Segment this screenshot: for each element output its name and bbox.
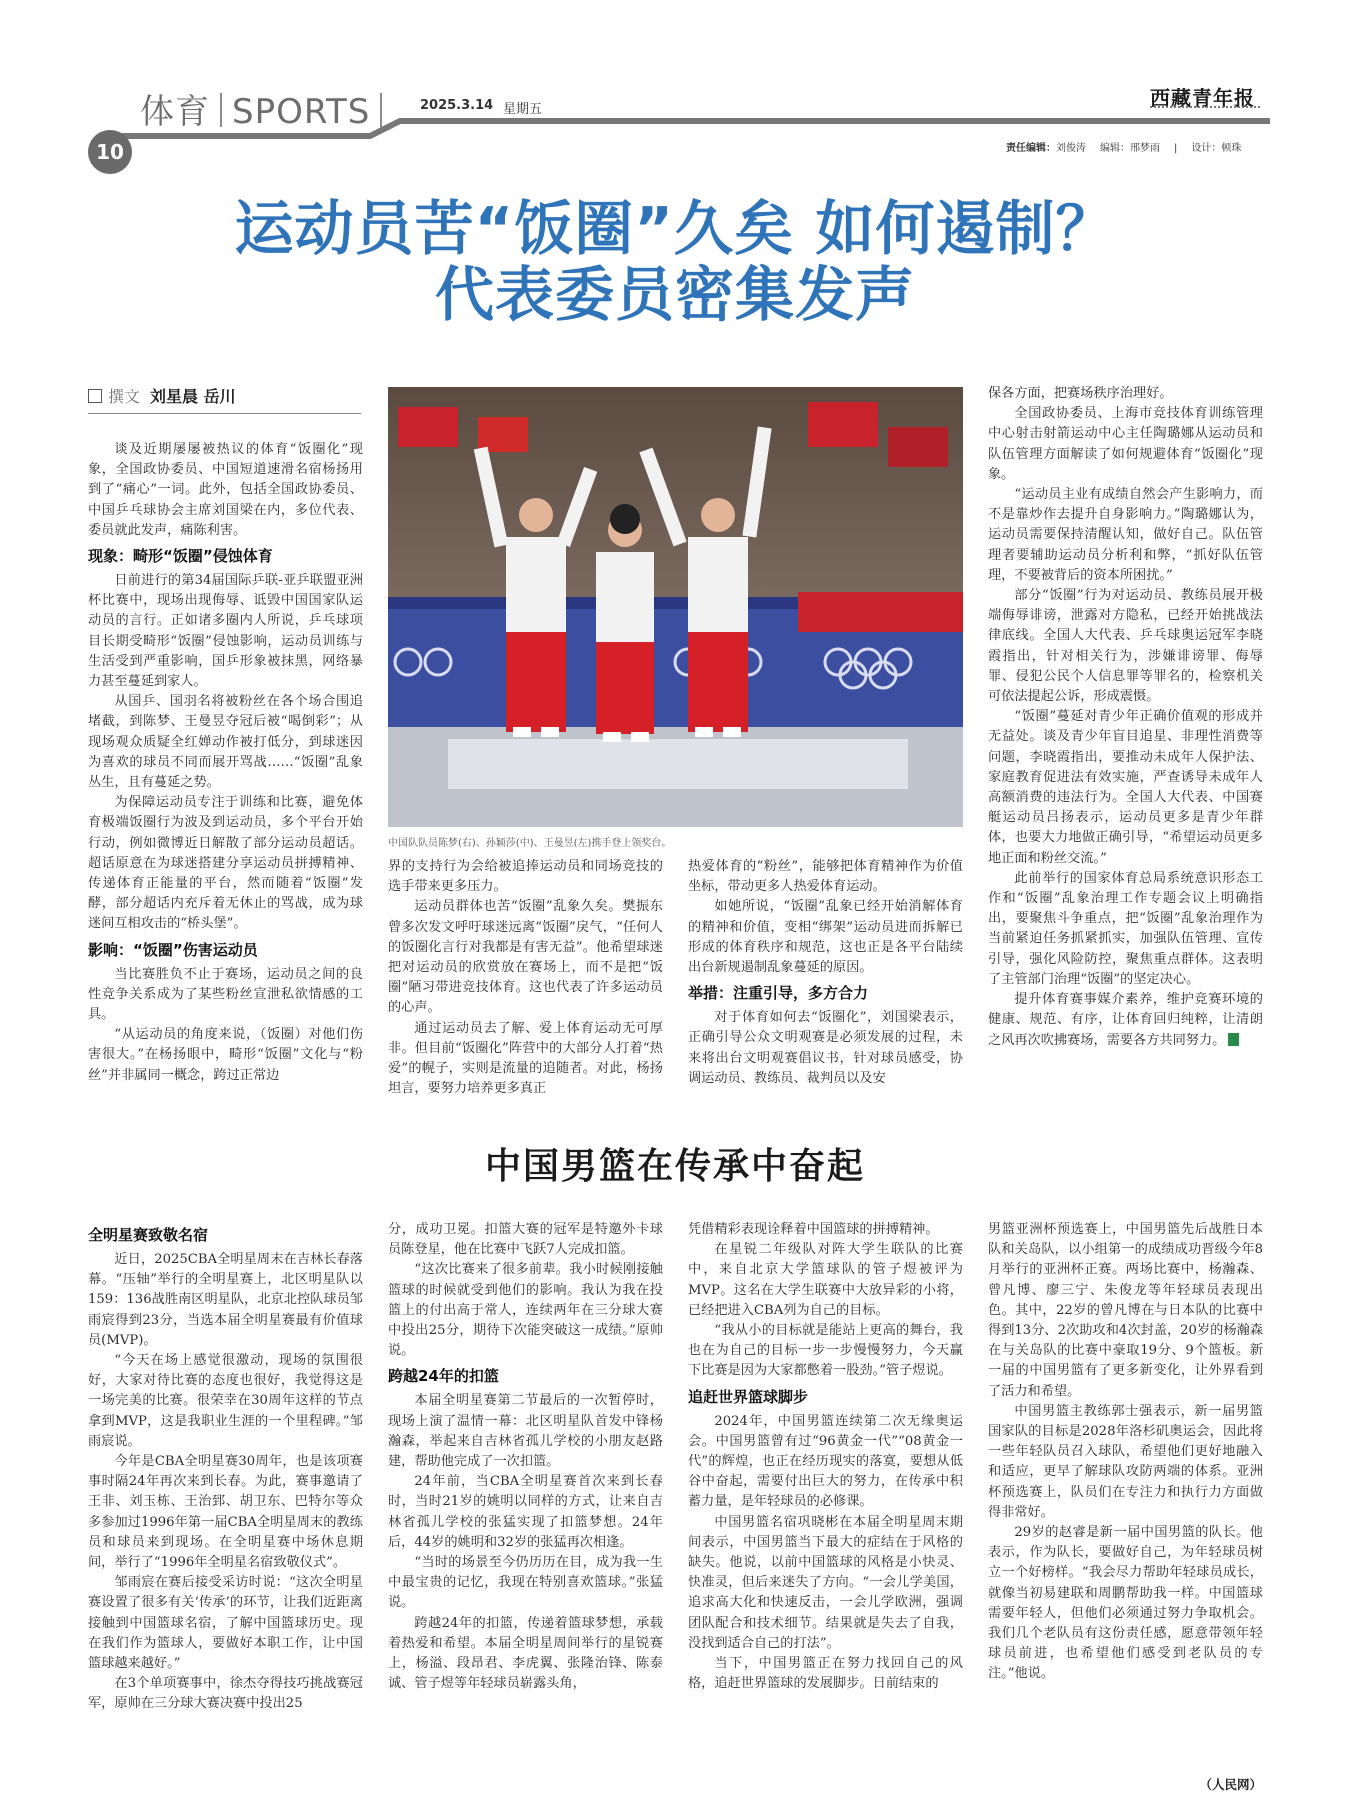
paragraph: “从运动员的角度来说，（饭圈）对他们伤害很大。”在杨扬眼中，畸形“饭圈”文化与“粉丝”并非属同一概念，跨过正常边	[88, 1027, 363, 1083]
photo-caption: 中国队队员陈梦(右)、孙颖莎(中)、王曼昱(左)携手登上领奖台。	[388, 838, 672, 849]
section-heading: 追赶世界篮球脚步	[688, 1387, 809, 1406]
section-heading: 举措：注重引导，多方合力	[688, 984, 869, 1003]
article1-column-2	[388, 857, 663, 1099]
section-cn: 体育	[140, 92, 210, 132]
paragraph: 运动员群体也苦“饭圈”乱象久矣。樊振东曾多次发文呼吁球迷远离“饭圈”戾气，“任何人的饭圈化言行对我都是有害无益”。他希望球迷把对运动员的欣赏放在赛场上，而不是把“饭圈”陋习带进竞技体育。这也代表了许多运动员的心声。	[388, 899, 663, 1016]
masthead-logo: 西藏青年报	[1150, 86, 1255, 110]
podium-illustration	[388, 387, 963, 827]
paragraph: 近日，2025CBA全明星周末在吉林长春落幕。“压轴”举行的全明星赛上，北区明星队以159：136战胜南区明星队，北京北控队球员邹雨宸得到23分，当选本届全明星赛最有价值球员(MVP)。	[88, 1252, 363, 1348]
article1-column-4	[988, 384, 1263, 1051]
paragraph: 谈及近期屡屡被热议的体育“饭圈化”现象，全国政协委员、中国短道速滑名宿杨扬用到了“痛心”一词。此外，包括全国政协委员、中国乒乓球协会主席刘国梁在内，多位代表、委员就此发声，痛陈利害。	[88, 442, 363, 538]
article2-column-4	[988, 1220, 1263, 1685]
paragraph: 此前举行的国家体育总局系统意识形态工作和“饭圈”乱象治理工作专题会议上明确指出，要聚焦斗争重点，把“饭圈”乱象治理作为当前紧迫任务抓紧抓实，加强队伍管理、宣传引导，强化风险防控，聚焦重点群体。这表明了主管部门治理“饭圈”的坚定决心。	[988, 870, 1263, 987]
article1-column-1	[88, 440, 363, 1086]
issue-date: 2025.3.14	[420, 98, 494, 113]
paragraph: 在3个单项赛事中，徐杰夺得技巧挑战赛冠军，原帅在三分球大赛决赛中投出25	[88, 1676, 363, 1712]
credit-label: 责任编辑：	[1006, 143, 1056, 154]
paragraph: 为保障运动员专注于训练和比赛，避免体育极端饭圈行为波及到运动员，多个平台开始行动，例如微博近日解散了部分运动员超话。超话原意在为球迷搭建分享运动员拼搏精神、传递体育正能量的平台，然而随着“饭圈”发酵，部分超话内充斥着无休止的骂战，成为球迷间互相攻击的“桥头堡”。	[88, 795, 363, 932]
section-en: SPORTS	[232, 92, 371, 132]
headline-line-2: 代表委员密集发声	[434, 260, 915, 329]
byline-label: 撰文	[108, 387, 141, 406]
credit-label: 编辑：	[1100, 143, 1130, 154]
paragraph: 2024年，中国男篮连续第二次无缘奥运会。中国男篮曾有过“96黄金一代”“08黄金一代”的辉煌，也正在经历现实的落寞，要想从低谷中奋起，需要付出巨大的努力，在传承中积蓄力量，是年轻球员的必修课。	[688, 1413, 963, 1510]
paragraph: 当比赛胜负不止于赛场，运动员之间的良性竞争关系成为了某些粉丝宣泄私欲情感的工具。	[88, 966, 363, 1023]
paragraph: 24年前，当CBA全明星赛首次来到长春时，当时21岁的姚明以同样的方式，让来自吉林省孤儿学校的张猛实现了扣篮梦想。24年后，44岁的姚明和32岁的张猛再次相逢。	[388, 1474, 663, 1550]
paragraph: 在星锐二年级队对阵大学生联队的比赛中，来自北京大学篮球队的管子煜被评为MVP。这名在大学生联赛中大放异彩的小将，已经把进入CBA列为自己的目标。	[688, 1242, 963, 1318]
paragraph: 分，成功卫冕。扣篮大赛的冠军是特邀外卡球员陈登星，他在比赛中飞跃7人完成扣篮。	[388, 1222, 663, 1258]
page-number: 10	[88, 130, 132, 174]
credit-name: 刘俊涛	[1056, 143, 1086, 154]
paragraph: “这次比赛来了很多前辈。我小时候刚接触篮球的时候就受到他们的影响。我认为我在投篮上的付出高于常人，连续两年在三分球大赛中投出25分，期待下次能突破这一成绩。”原帅说。	[388, 1262, 663, 1359]
paragraph: 凭借精彩表现诠释着中国篮球的拼搏精神。	[688, 1222, 939, 1237]
paragraph: 29岁的赵睿是新一届中国男篮的队长。他表示，作为队长，要做好自己，为年轻球员树立一个好榜样。“我会尽力帮助年轻球员成长，就像当初易建联和周鹏帮助我一样。中国篮球需要年轻人，但他们必须通过努力争取机会。我们几个老队员有这份责任感，愿意带领年轻球员前进，也希望他们感受到老队员的专注。”他说。	[988, 1525, 1263, 1682]
article2-column-2	[388, 1220, 663, 1694]
paragraph: 今年是CBA全明星赛30周年，也是该项赛事时隔24年再次来到长春。为此，赛事邀请了王非、刘玉栋、王治郅、胡卫东、巴特尔等众多参加过1996年第一届CBA全明星周末的教练员和球员来到现场。在全明星赛中场休息期间，举行了“1996年全明星名宿致敬仪式”。	[88, 1454, 363, 1571]
paragraph: 从国乒、国羽名将被粉丝在各个场合围追堵截，到陈梦、王曼昱夺冠后被“喝倒彩”；从现场观众质疑全红婵动作被打低分，到球迷因为喜欢的球员不同而展开骂战……“饭圈”乱象丛生，且有蔓延之势。	[88, 694, 363, 791]
paragraph: 对于体育如何去“饭圈化”，刘国梁表示，正确引导公众文明观赛是必须发展的过程，未来将出台文明观赛倡议书，针对球员感受，协调运动员、教练员、裁判员以及安	[688, 1010, 963, 1086]
issue-weekday: 星期五	[503, 102, 543, 117]
paragraph: 界的支持行为会给被追捧运动员和同场竞技的选手带来更多压力。	[388, 859, 663, 895]
end-mark-icon	[1228, 1033, 1239, 1046]
article2-column-1	[88, 1220, 363, 1715]
paragraph: 热爱体育的“粉丝”，能够把体育精神作为价值坐标，带动更多人热爱体育运动。	[688, 859, 963, 895]
paragraph: 提升体育赛事媒介素养，维护竞赛环境的健康、规范、有序，让体育回归纯粹，让清朗之风再次吹拂赛场，需要各方共同努力。	[988, 992, 1263, 1048]
byline	[88, 384, 361, 414]
credit-label: 设计：	[1191, 143, 1222, 154]
section-heading: 影响：“饭圈”伤害运动员	[88, 940, 258, 959]
paragraph: 全国政协委员、上海市竞技体育训练管理中心射击射箭运动中心主任陶璐娜从运动员和队伍管理方面解读了如何规避体育“饭圈化”现象。	[988, 406, 1263, 482]
paragraph: 中国男篮主教练郭士强表示，新一届男篮国家队的目标是2028年洛杉矶奥运会，因此将一些年轻队员召入球队，希望他们更好地融入和适应，更早了解球队攻防两端的体系。亚洲杯预选赛上，队员们在专注力和执行力方面做得非常好。	[988, 1403, 1263, 1520]
editor-credits: 责任编辑：刘俊涛 编辑：邢梦雨 | 设计：顿珠	[1006, 143, 1242, 154]
paragraph: 部分“饭圈”行为对运动员、教练员展开极端侮辱诽谤，泄露对方隐私，已经开始挑战法律底线。全国人大代表、乒乓球奥运冠军李晓霞指出，针对相关行为，涉嫌诽谤罪、侮辱罪、侵犯公民个人信息罪等罪名的，检察机关可依法提起公诉，形成震慑。	[988, 588, 1263, 705]
paragraph: 当下，中国男篮正在努力找回自己的风格，追赶世界篮球的发展脚步。日前结束的	[688, 1656, 963, 1692]
basketball-headline: 中国男篮在传承中奋起	[484, 1145, 865, 1187]
credit-name: 顿珠	[1221, 143, 1242, 154]
headline-line-1: 运动员苦“饭圈”久矣 如何遏制？	[234, 194, 1116, 263]
paragraph: “我从小的目标就是能站上更高的舞台，我也在为自己的目标一步一步慢慢努力，今天赢下比赛是因为大家都憋着一股劲。”管子煜说。	[688, 1323, 963, 1379]
paragraph: 如她所说，“饭圈”乱象已经开始消解体育的精神和价值，变相“绑架”运动员进而拆解已形成的体育秩序和规范，这也正是各平台陆续出台新规遏制乱象蔓延的原因。	[688, 899, 963, 976]
paragraph: 跨越24年的扣篮，传递着篮球梦想，承载着热爱和希望。本届全明星周间举行的星锐赛上，杨溢、段昂君、李虎翼、张隆治锋、陈泰诚、管子煜等年轻球员崭露头角，	[388, 1615, 663, 1692]
paragraph: 本届全明星赛第二节最后的一次暂停时，现场上演了温情一幕：北区明星队首发中锋杨瀚森，举起来自吉林省孤儿学校的小朋友赵路建，帮助他完成了一次扣篮。	[388, 1393, 663, 1470]
paragraph: 保各方面，把赛场秩序治理好。	[988, 386, 1173, 401]
paragraph: 日前进行的第34届国际乒联-亚乒联盟亚洲杯比赛中，现场出现侮辱、诋毁中国国家队运动员的言行。正如诸多圈内人所说，乒乓球项目长期受畸形“饭圈”侵蚀影响，运动员训练与生活受到严重影响，国乒形象被抹黑，网络暴力甚至蔓延到家人。	[88, 573, 363, 690]
section-heading: 全明星赛致敬名宿	[88, 1226, 209, 1244]
podium-photo	[388, 387, 963, 827]
article-source: （人民网）	[1199, 1777, 1262, 1792]
article1-column-3	[688, 857, 963, 1089]
credit-name: 邢梦雨	[1130, 143, 1160, 154]
paragraph: “当时的场景至今仍历历在目，成为我一生中最宝贵的记忆，我现在特别喜欢篮球。”张猛说。	[388, 1555, 663, 1611]
section-heading: 跨越24年的扣篮	[388, 1367, 499, 1386]
byline-authors: 刘星晨 岳川	[150, 387, 236, 406]
paragraph: 中国男篮名宿巩晓彬在本届全明星周末期间表示，中国男篮当下最大的症结在于风格的缺失。他说，以前中国篮球的风格是小快灵、快准灵，但后来迷失了方向。“一会儿学美国，追求高大化和快速反击，一会儿学欧洲，强调团队配合和技术细节。结果就是失去了自我，没找到适合自己的打法”。	[688, 1514, 963, 1651]
masthead-subline	[1150, 106, 1260, 112]
article2-column-3	[688, 1220, 963, 1694]
main-headline	[120, 196, 1230, 328]
section-heading: 现象：畸形“饭圈”侵蚀体育	[88, 547, 273, 566]
paragraph: 通过运动员去了解、爱上体育运动无可厚非。但目前“饭圈化”阵营中的大部分人打着“热爱”的幌子，实则是流量的追随者。对此，杨扬坦言，要努力培养更多真正	[388, 1020, 663, 1097]
paragraph: “运动员主业有成绩自然会产生影响力，而不是靠炒作去提升自身影响力。”陶璐娜认为，运动员需要保持清醒认知，做好自己。队伍管理者要辅助运动员分析利和弊，“抓好队伍管理，不要被背后的资本所困扰。”	[988, 487, 1263, 583]
pen-icon	[88, 389, 102, 403]
paragraph: “今天在场上感觉很激动，现场的氛围很好，大家对待比赛的态度也很好，我觉得这是一场完美的比赛。很荣幸在30周年这样的节点拿到MVP，这是我职业生涯的一个里程碑。”邹雨宸说。	[88, 1353, 363, 1449]
paragraph: “饭圈”蔓延对青少年正确价值观的形成并无益处。谈及青少年盲目追星、非理性消费等问题，李晓霞指出，要推动未成年人保护法、家庭教育促进法有效实施，严查诱导未成年人高额消费的违法行为。全国人大代表、中国赛艇运动员吕扬表示，运动员更多是青少年群体，也要大力地做正确引导，“希望运动员更多地正面和粉丝交流。”	[988, 709, 1263, 866]
paragraph: 邹雨宸在赛后接受采访时说：“这次全明星赛设置了很多有关‘传承’的环节，让我们近距离接触到中国篮球名宿，了解中国篮球历史。现在我们作为篮球人，要做好本职工作，让中国篮球越来越好。”	[88, 1575, 363, 1672]
paragraph: 男篮亚洲杯预选赛上，中国男篮先后战胜日本队和关岛队，以小组第一的成绩成功晋级今年8月举行的亚洲杯正赛。两场比赛中，杨瀚森、曾凡博、廖三宁、朱俊龙等年轻球员表现出色。其中，22岁的曾凡博在与日本队的比赛中得到13分、2次助攻和4次封盖，20岁的杨瀚森在与关岛队的比赛中豪取19分、9个篮板。新一届的中国男篮有了更多新变化，让外界看到了活力和希望。	[988, 1222, 1263, 1399]
